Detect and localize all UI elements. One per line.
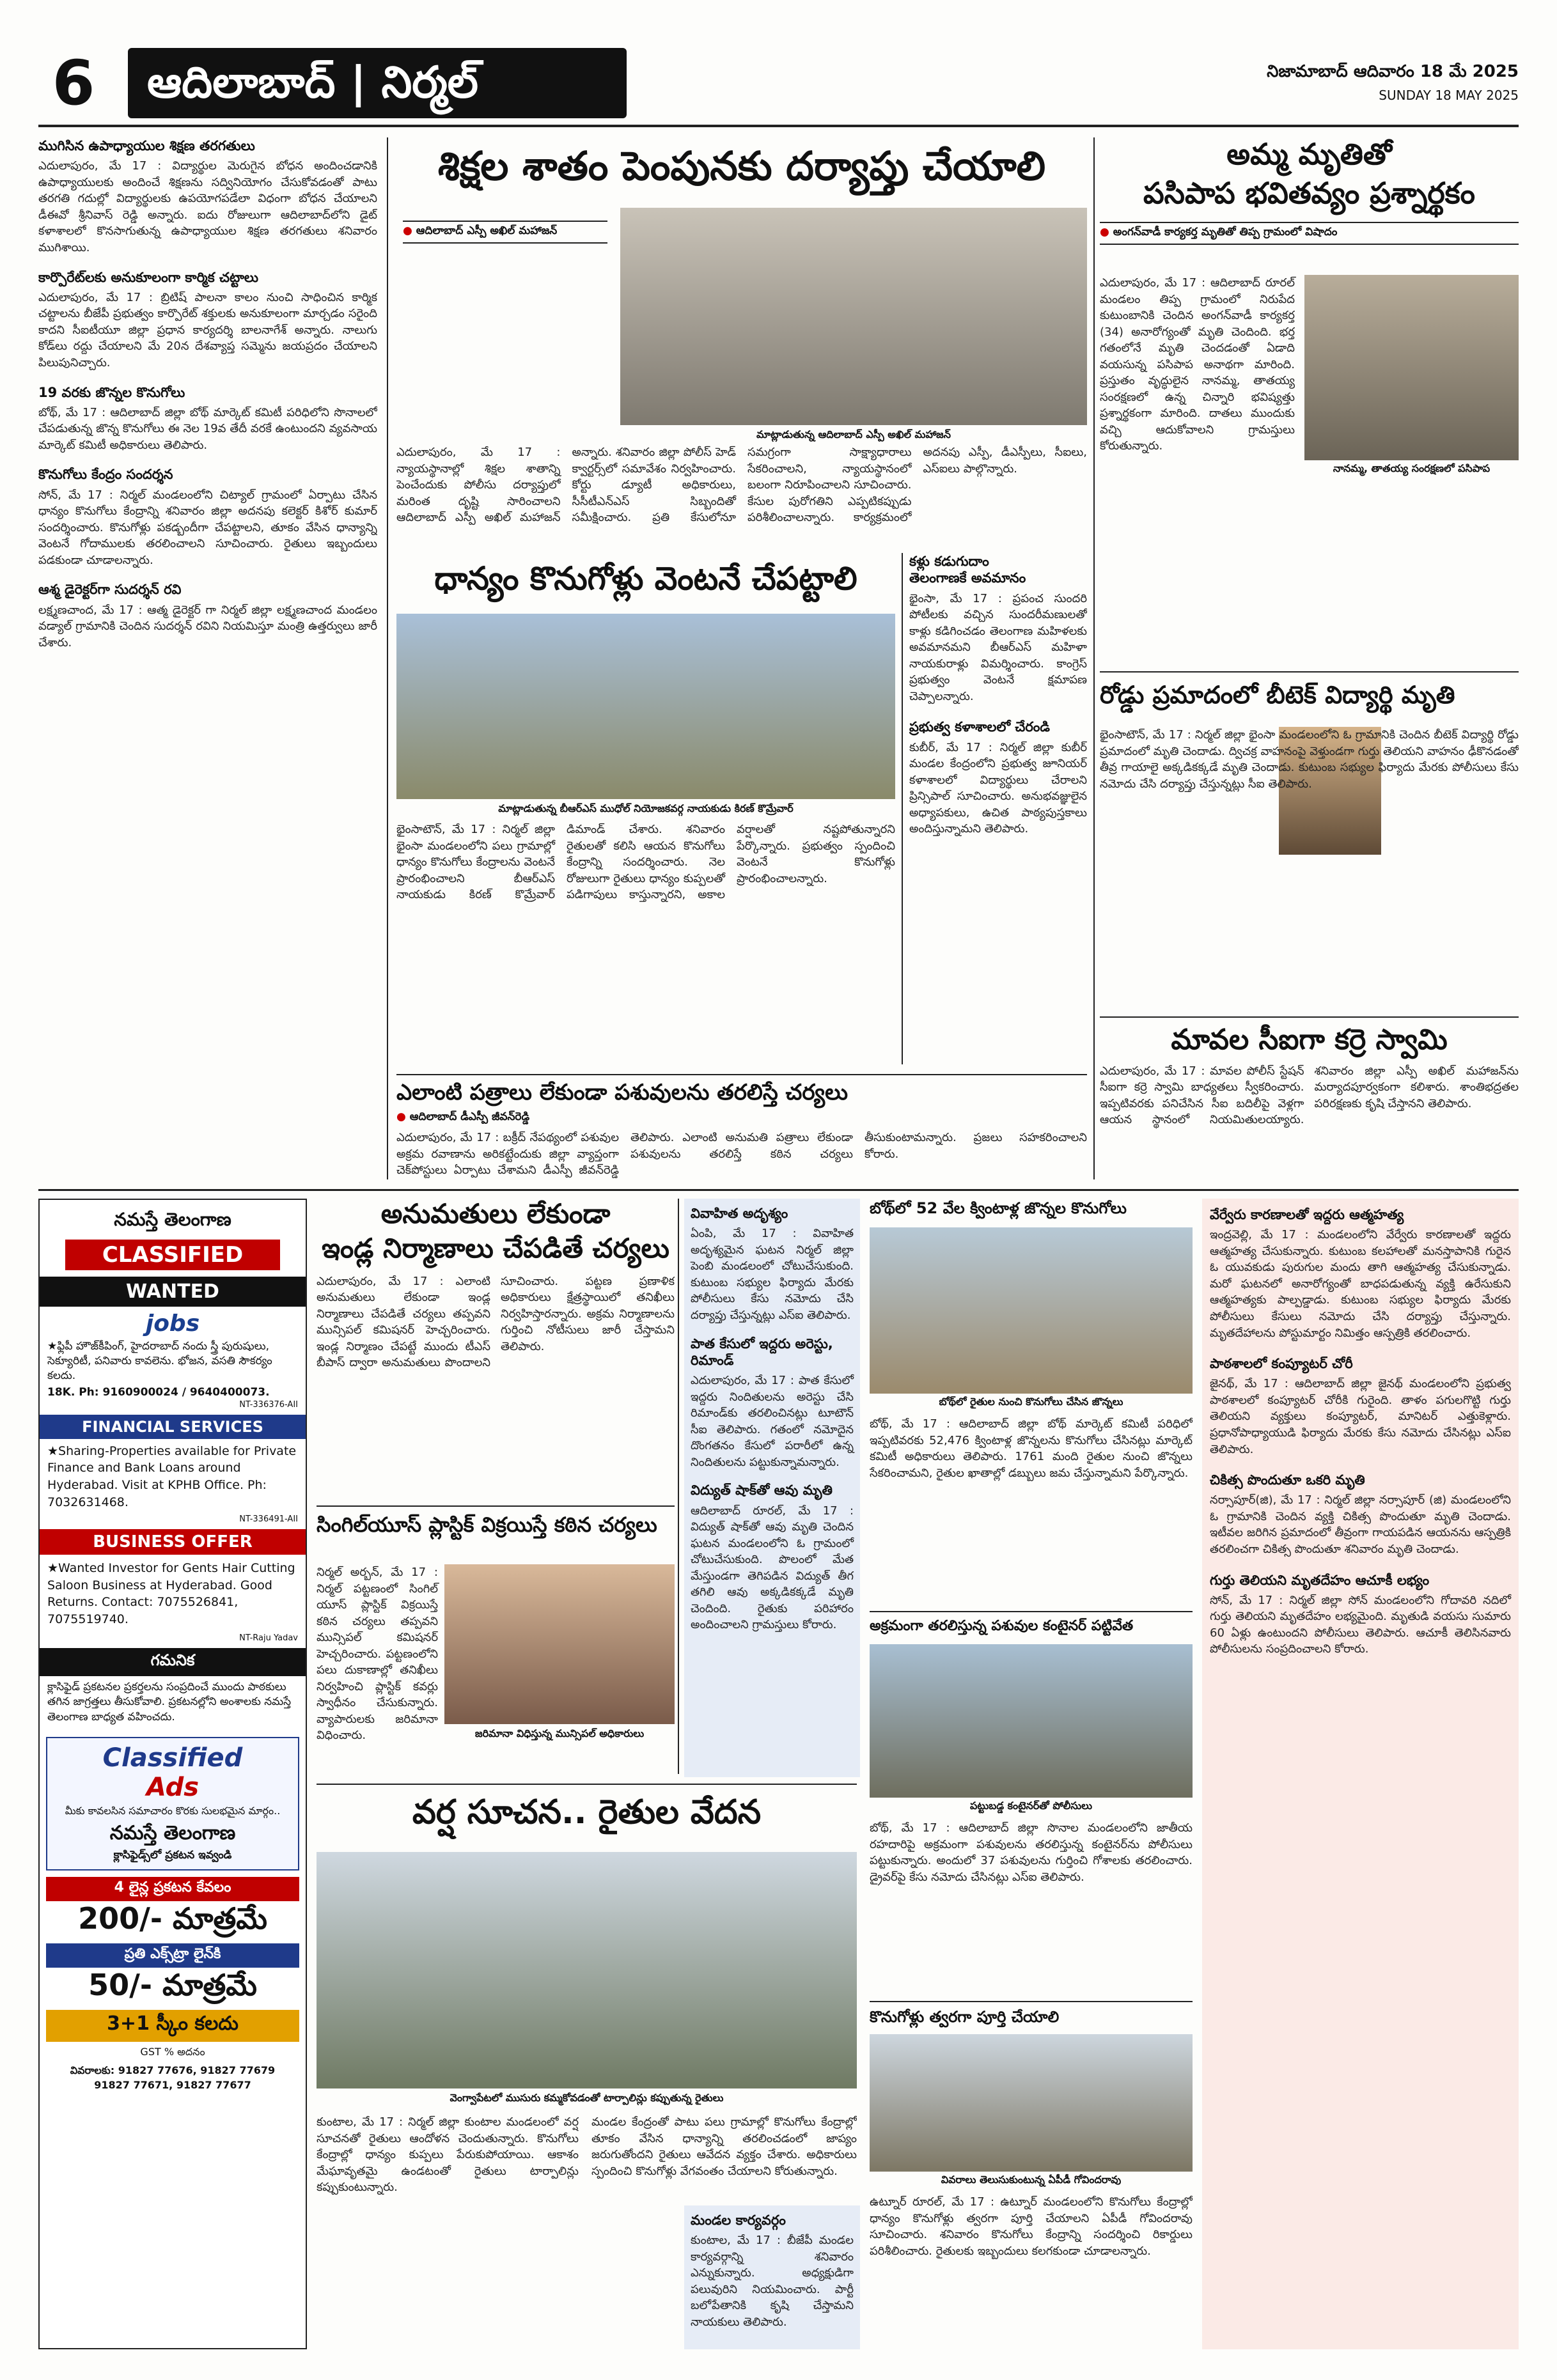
column-rule <box>678 1199 679 1774</box>
brief-head: 19 వరకు జొన్నల కొనుగోలు <box>38 384 185 400</box>
right-lead <box>1100 137 1519 662</box>
bothjonna-headline: బోథ్‌లో 52 వేల క్వింటాళ్ల జొన్నల కొనుగోలు <box>870 1199 1127 1217</box>
kallu-head-1: కళ్లు కడుగుదాం <box>909 554 989 569</box>
vivahita-briefs <box>684 1199 860 1777</box>
offer-2: ప్రతి ఎక్స్‌ట్రా లైన్‌కి <box>46 1943 299 1968</box>
kallu-body-1: భైంసా, మే 17 : ప్రపంచ సుందరి పోటీలకు వచ్చిన సుందరీమణులతో కాళ్లు కడిగించడం తెలంగాణ మహిళలకు అవమానమని బీఆర్ఎస్ మహిళా నాయకురాళ్లు విమర్శించారు. కాంగ్రెస్ ప్రభుత్వం వెంటనే క్షమాపణ చెప్పాలన్నారు. <box>909 591 1087 703</box>
brief-body: బోథ్, మే 17 : ఆదిలాబాద్ జిల్లా బోథ్ మార్కెట్ కమిటీ పరిధిలోని సొనాలలో చేపడుతున్న జొన్న కొనుగోలు ఈ నెల 19వ తేదీ వరకే ఉంటుందని వ్యవసాయ మార్కెట్ కమిటీ అధికారులు తెలిపారు. <box>38 405 377 452</box>
varsham-body-2: మండల కేంద్రంతో పాటు పలు గ్రామాల్లో కొనుగోలు కేంద్రాల్లో తూకం వేసిన ధాన్యాన్ని తరలించడంలో జాప్యం జరుగుతోందని రైతులు ఆవేదన వ్యక్తం చేశారు. అధికారులు స్పందించి కొనుగోళ్లు వేగవంతం చేయాలని కోరుతున్నారు. <box>591 2115 857 2178</box>
notice-text: క్లాసిఫైడ్ ప్రకటనల ప్రకర్తలను సంప్రదించే ముందు పాఠకులు తగిన జాగ్రత్తలు తీసుకోవాలి. ప్రకటనల్లోని అంశాలకు నమస్తే తెలంగాణ బాధ్యత వహించదు. <box>47 1680 292 1724</box>
container-photo-caption: పట్టుబడ్డ కంటైనర్‌తో పోలీసులు <box>870 1800 1193 1814</box>
column-rule <box>387 137 388 1179</box>
anumatulu-body: ఎదులాపురం, మే 17 : ఎలాంటి అనుమతులు లేకుండా ఇండ్ల నిర్మాణాలు చేపడితే చర్యలు తప్పవని మున్సిపల్ కమిషనర్ హెచ్చరించారు. ఇండ్ల నిర్మాణం చేపట్టే ముందు టీఎస్ బీపాస్ ద్వారా అనుమతులు పొందాలని సూచించారు. పట్టణ ప్రణాళిక అధికారులు క్షేత్రస్థాయిలో తనిఖీలు నిర్వహిస్తారన్నారు. అక్రమ నిర్మాణాలను గుర్తించి నోటీసులు జారీ చేస్తామని తెలిపారు. <box>317 1274 675 1370</box>
brief-body: ఎదులాపురం, మే 17 : బ్రిటిష్ పాలనా కాలం నుంచి సాధించిన కార్మిక చట్టాలను బీజేపీ ప్రభుత్వం కార్పొరేట్ శక్తులకు అనుకూలంగా మార్చడం సరైంది కాదని సీఐటీయూ జిల్లా ప్రధాన కార్యదర్శి బాలనాగేశ్ అన్నారు. నాలుగు కోడ్‌లు రద్దు చేయాలని మే 20న దేశవ్యాప్త సమ్మెను జయప్రదం చేయాలని పిలుపునిచ్చారు. <box>38 290 377 369</box>
fin-title: FINANCIAL SERVICES <box>40 1415 306 1439</box>
varsham-headline: వర్ష సూచన.. రైతుల వేదన <box>412 1793 762 1832</box>
dhanyam-photo <box>396 614 895 799</box>
ads-brand: నమస్తే తెలంగాణ <box>109 1821 236 1844</box>
brief-head: వివాహిత అదృశ్యం <box>691 1206 788 1221</box>
wanted-title: WANTED <box>40 1277 306 1307</box>
biz-text: ★Wanted Investor for Gents Hair Cutting Saloon Business at Hyderabad. Good Returns. Contact: 7075526841, 7075519740. <box>47 1561 295 1626</box>
kallu-head-3: ప్రభుత్వ కళాశాలలో చేరండి <box>909 719 1050 735</box>
lead-story <box>396 137 1087 543</box>
brief-head: విద్యుత్ షాక్‌తో ఆవు మృతి <box>691 1482 833 1498</box>
mavala-story <box>1100 1016 1519 1186</box>
contact-2: 91827 77671, 91827 77677 <box>94 2078 251 2091</box>
brief-body: జైనథ్, మే 17 : ఆదిలాబాద్ జిల్లా జైనథ్ మండలంలోని ప్రభుత్వ పాఠశాలలో కంప్యూటర్ చోరీకి గురైంది. తాళం పగులగొట్టి గుర్తు తెలియని వ్యక్తులు కంప్యూటర్, మానిటర్ ఎత్తుకెళ్లారు. ప్రధానోపాధ్యాయుడి ఫిర్యాదు మేరకు కేసు నమోదు చేసినట్లు ఎస్ఐ తెలిపారు. <box>1210 1377 1511 1456</box>
pashu-headline: ఎలాంటి పత్రాలు లేకుండా పశువులను తరలిస్తే చర్యలు <box>396 1080 848 1105</box>
container-photo <box>870 1644 1193 1798</box>
ads-title-2: Ads <box>146 1772 200 1802</box>
jobs-phone: 18K. Ph: 9160900024 / 9640400073. <box>47 1385 270 1399</box>
section-title: ఆదిలాబాద్ | నిర్మల్ <box>128 48 627 118</box>
lead-tag: ● ఆదిలాబాద్ ఎస్పీ అఖిల్ మహాజన్ <box>403 221 607 244</box>
date-english: SUNDAY 18 MAY 2025 <box>1379 88 1519 103</box>
varsham-photo-caption: వెంగ్వాపేటలో ముసురు కమ్మకోవడంతో టార్పాలిన్లు కప్పుతున్న రైతులు <box>317 2092 857 2106</box>
brief-head: పాత కేసులో ఇద్దరు అరెస్టు, రిమాండ్ <box>691 1335 833 1368</box>
bothjonna-photo-caption: బోథ్‌లో రైతుల నుంచి కొనుగోలు చేసిన జొన్నలు <box>870 1396 1193 1410</box>
left-briefs <box>38 137 377 1173</box>
bothjonna-story <box>870 1199 1193 1608</box>
ads-sub: క్లాసిఫైడ్స్‌లో ప్రకటన ఇవ్వండి <box>113 1848 232 1862</box>
right-lead-photo <box>1304 275 1519 460</box>
ads-box <box>46 1737 299 1871</box>
ads-tagline: మీకు కావలసిన సమాచారం కొరకు సులభమైన మార్గం.. <box>65 1804 281 1817</box>
varsham-photo <box>317 1852 857 2088</box>
kallu-briefs <box>902 553 1087 1064</box>
pashu-body: ఎదులాపురం, మే 17 : బక్రీద్ నేపథ్యంలో పశువుల అక్రమ రవాణాను అరికట్టేందుకు జిల్లా వ్యాప్తంగా చెక్‌పోస్టులు ఏర్పాటు చేశామని డీఎస్పీ జీవన్‌రెడ్డి తెలిపారు. ఎలాంటి అనుమతి పత్రాలు లేకుండా పశువులను తరలిస్తే కఠిన చర్యలు తీసుకుంటామన్నారు. ప్రజలు సహకరించాలని కోరారు. <box>396 1131 1087 1178</box>
plastic-photo <box>444 1564 675 1724</box>
brief-head: చికిత్స పొందుతూ ఒకరి మృతి <box>1210 1472 1365 1488</box>
jobs-ref: NT-336376-AII <box>239 1399 298 1410</box>
ads-title-1: Classified <box>102 1743 243 1773</box>
lead-body: ఎదులాపురం, మే 17 : న్యాయస్థానాల్లో శిక్షల శాతాన్ని పెంచేందుకు పోలీసు దర్యాప్తులో మరింత దృష్టి సారించాలని ఆదిలాబాద్ ఎస్పీ అఖిల్ మహాజన్ అన్నారు. శనివారం జిల్లా పోలీస్ హెడ్ క్వార్టర్స్‌లో సమావేశం నిర్వహించారు. కోర్టు డ్యూటీ అధికారులు, సీసీటీఎన్ఎస్ సిబ్బందితో సమీక్షించారు. ప్రతి కేసులోనూ సమగ్రంగా సాక్ష్యాధారాలు సేకరించాలని, న్యాయస్థానంలో బలంగా నిరూపించాలని సూచించారు. కేసుల పురోగతిని ఎప్పటికప్పుడు పరిశీలించాలన్నారు. కార్యక్రమంలో అదనపు ఎస్పీ, డీఎస్పీలు, సీఐలు, ఎస్ఐలు పాల్గొన్నారు. <box>396 446 1087 525</box>
kallu-head-2: తెలంగాణకే అవమానం <box>909 570 1026 586</box>
right-lead-body: ఎదులాపురం, మే 17 : ఆదిలాబాద్ రూరల్ మండలం తిప్ప గ్రామంలో నిరుపేద కుటుంబానికి చెందిన అంగన్‌వాడీ కార్యకర్త (34) అనారోగ్యంతో మృతి చెందింది. భర్త గతంలోనే మృతి చెందడంతో ఏడాది వయసున్న పసిపాప అనాథగా మారింది. ప్రస్తుతం వృద్ధులైన నానమ్మ, తాతయ్య సంరక్షణలో ఉన్న చిన్నారి భవిష్యత్తు ప్రశ్నార్థకంగా మారింది. దాతలు ముందుకు వచ్చి ఆదుకోవాలని గ్రామస్తులు కోరుతున్నారు. <box>1100 276 1295 453</box>
jobs-logo: jobs <box>145 1311 200 1337</box>
brief-body: ఎదులాపురం, మే 17 : పాత కేసులో ఇద్దరు నిందితులను అరెస్టు చేసి రిమాండ్‌కు తరలించినట్లు టూటౌన్ సీఐ తెలిపారు. గతంలో నమోదైన దొంగతనం కేసులో పరారీలో ఉన్న నిందితులను పట్టుకున్నామన్నారు. <box>691 1374 854 1469</box>
plastic-headline: సింగిల్‌యూస్ ప్లాస్టిక్ విక్రయిస్తే కఠిన చర్యలు <box>317 1513 657 1537</box>
pashu-story <box>396 1074 1087 1186</box>
brief-body: ఏంపి, మే 17 : వివాహిత అదృశ్యమైన ఘటన నిర్మల్ జిల్లా పెంబి మండలంలో చోటుచేసుకుంది. కుటుంబ సభ్యుల ఫిర్యాదు మేరకు పోలీసులు కేసు నమోదు చేసి దర్యాప్తు చేస్తున్నట్లు ఎస్ఐ తెలిపారు. <box>691 1227 854 1322</box>
dhanyam-headline: ధాన్యం కొనుగోళ్లు వెంటనే చేపట్టాలి <box>434 560 857 597</box>
konugolu-headline: కొనుగోళ్లు త్వరగా పూర్తి చేయాలి <box>870 2008 1060 2026</box>
brief-head: వేర్వేరు కారణాలతో ఇద్దరు ఆత్మహత్య <box>1210 1207 1404 1222</box>
brief-head: పాఠశాలలో కంప్యూటర్ చోరీ <box>1210 1356 1353 1372</box>
konugolu-photo <box>870 2034 1193 2172</box>
mandala-brief <box>684 2205 860 2349</box>
brief-body: సోన్, మే 17 : నిర్మల్ మండలంలోని చిట్యాల్ గ్రామంలో ఏర్పాటు చేసిన ధాన్యం కొనుగోలు కేంద్రాన్ని శనివారం జిల్లా అదనపు కలెక్టర్ కిశోర్ కుమార్ సందర్శించారు. కొనుగోళ్లు పకడ్బందీగా చేపట్టాలని, తూకం వేసిన ధాన్యాన్ని వెంటనే గోదాములకు తరలించాలని సూచించారు. రైతులు ఇబ్బందులు పడకుండా చూడాలన్నారు. <box>38 488 377 567</box>
biz-ref: NT-Raju Yadav <box>239 1633 298 1643</box>
biz-title: BUSINESS OFFER <box>40 1529 306 1555</box>
offer-3: 3+1 స్కీం కలదు <box>46 2010 299 2042</box>
gst-note: GST % అదనం <box>140 2045 205 2058</box>
lead-photo <box>620 208 1087 425</box>
lead-body-left <box>403 249 611 435</box>
beetech-story <box>1100 671 1519 1010</box>
mavala-body: ఎదులాపురం, మే 17 : మావల పోలీస్ స్టేషన్ సీఐగా కర్రె స్వామి బాధ్యతలు స్వీకరించారు. ఇప్పటివరకు పనిచేసిన సీఐ బదిలీపై వెళ్లగా ఆయన స్థానంలో నియమితులయ్యారు. శనివారం జిల్లా ఎస్పీ అఖిల్ మహాజన్‌ను మర్యాదపూర్వకంగా కలిశారు. శాంతిభద్రతల పరిరక్షణకు కృషి చేస్తానని తెలిపారు. <box>1100 1064 1519 1127</box>
brief-head: కొనుగోలు కేంద్రం సందర్శన <box>38 467 173 483</box>
brief-body: నర్సాపూర్(జి), మే 17 : నిర్మల్ జిల్లా నర్సాపూర్ (జి) మండలంలోని ఓ గ్రామానికి చెందిన వ్యక్తి చికిత్స పొందుతూ మృతి చెందాడు. ఇటీవల జరిగిన ప్రమాదంలో తీవ్రంగా గాయపడిన ఆయనను ఆస్పత్రికి తరలించగా చికిత్స పొందుతూ శనివారం మృతి చెందాడు. <box>1210 1493 1511 1556</box>
plastic-body: నిర్మల్ అర్బన్, మే 17 : నిర్మల్ పట్టణంలో సింగిల్ యూస్ ప్లాస్టిక్ విక్రయిస్తే కఠిన చర్యలు తప్పవని మున్సిపల్ కమిషనర్ హెచ్చరించారు. పట్టణంలోని పలు దుకాణాల్లో తనిఖీలు నిర్వహించి ప్లాస్టిక్ కవర్లు స్వాధీనం చేసుకున్నారు. వ్యాపారులకు జరిమానా విధించారు. <box>317 1566 438 1743</box>
lead-headline: శిక్షల శాతం పెంపునకు దర్యాప్తు చేయాలి <box>437 143 1046 189</box>
page-number: 6 <box>52 48 95 118</box>
brief-head: ముగిసిన ఉపాధ్యాయుల శిక్షణ తరగతులు <box>38 138 255 153</box>
offer-1: 4 లైన్ల ప్రకటన కేవలం <box>46 1877 299 1901</box>
right-lead-tag: ● అంగన్‌వాడీ కార్యకర్త మృతితో తిప్ప గ్రామంలో విషాదం <box>1100 222 1519 245</box>
right-lead-photo-caption: నానమ్మ, తాతయ్య సంరక్షణలో పసిపాప <box>1304 462 1519 477</box>
beetech-body: భైంసాటౌన్, మే 17 : నిర్మల్ జిల్లా భైంసా మండలంలోని ఓ గ్రామానికి చెందిన బీటెక్ విద్యార్థి రోడ్డు ప్రమాదంలో మృతి చెందాడు. ద్విచక్ర వాహనంపై వెళ్తుండగా గుర్తు తెలియని వాహనం ఢీకొనడంతో తీవ్ర గాయాలై అక్కడికక్కడే మృతి చెందాడు. కుటుంబ సభ్యుల ఫిర్యాదు మేరకు పోలీసులు కేసు నమోదు చేసి దర్యాప్తు చేస్తున్నట్లు సీఐ తెలిపారు. <box>1100 728 1519 791</box>
right-lead-headline-1: అమ్మ మృతితో <box>1226 137 1392 171</box>
classified-brand: నమస్తే తెలంగాణ <box>114 1209 231 1230</box>
container-body: బోథ్, మే 17 : ఆదిలాబాద్ జిల్లా సొనాల మండలంలోని జాతీయ రహదారిపై అక్రమంగా పశువులను తరలిస్తున్న కంటైనర్‌ను పోలీసులు పట్టుకున్నారు. అందులో 37 పశువులను గుర్తించి గోశాలకు తరలించారు. డ్రైవర్‌పై కేసు నమోదు చేసినట్లు ఎస్ఐ తెలిపారు. <box>870 1821 1193 1884</box>
brief-head: ఆశ్మ డైరెక్టర్‌గా సుదర్శన్ రవి <box>38 582 182 598</box>
anumatulu-story <box>317 1199 675 1499</box>
plastic-photo-caption: జరిమానా విధిస్తున్న మున్సిపల్ అధికారులు <box>444 1727 675 1742</box>
konugolu-story <box>870 2001 1193 2349</box>
container-headline: అక్రమంగా తరలిస్తున్న పశువుల కంటైనర్ పట్టివేత <box>870 1618 1134 1634</box>
masthead-rule <box>38 125 1519 127</box>
right-lead-headline-2: పసిపాప భవితవ్యం ప్రశ్నార్థకం <box>1143 175 1476 210</box>
jobs-text: ★ఫ్లిపీ హౌజ్‌కీపింగ్, హైదరాబాద్ నందు స్త్రీ పురుషులు, సెక్యూరిటీ, పనివారు కావలెను. భోజన, వసతి సౌకర్యం కలదు. <box>47 1340 272 1382</box>
brief-head: మండల కార్యవర్గం <box>691 2213 786 2228</box>
brief-body: ఆదిలాబాద్ రూరల్, మే 17 : విద్యుత్ షాక్‌తో ఆవు మృతి చెందిన ఘటన మండలంలోని ఓ గ్రామంలో చోటుచేసుకుంది. పొలంలో మేత మేస్తుండగా తెగిపడిన విద్యుత్ తీగ తగిలి ఆవు అక్కడికక్కడే మృతి చెందింది. రైతుకు పరిహారం అందించాలని గ్రామస్తులు కోరారు. <box>691 1504 854 1632</box>
kallu-body-2: కుబీర్, మే 17 : నిర్మల్ జిల్లా కుబీర్ మండల కేంద్రంలోని ప్రభుత్వ జూనియర్ కళాశాలలో విద్యార్థులు చేరాలని ప్రిన్సిపాల్ సూచించారు. అనుభవజ్ఞులైన అధ్యాపకులు, ఉచిత పాఠ్యపుస్తకాలు అందిస్తున్నామని తెలిపారు. <box>909 740 1087 836</box>
contact-1: వివరాలకు: 91827 77676, 91827 77679 <box>70 2064 276 2076</box>
anumatulu-headline-2: ఇండ్ల నిర్మాణాలు చేపడితే చర్యలు <box>322 1233 669 1264</box>
notice-title: గమనిక <box>40 1648 306 1676</box>
pashu-tag: ● ఆదిలాబాద్ డీఎస్పీ జీవన్‌రెడ్డి <box>396 1110 1087 1126</box>
brief-body: కుంటాల, మే 17 : బీజేపీ మండల కార్యవర్గాన్ని శనివారం ఎన్నుకున్నారు. అధ్యక్షుడిగా పలువురిని నియమించారు. పార్టీ బలోపేతానికి కృషి చేస్తామని నాయకులు తెలిపారు. <box>691 2234 854 2329</box>
beetech-headline: రోడ్డు ప్రమాదంలో బీటెక్ విద్యార్థి మృతి <box>1100 681 1455 709</box>
price-1: 200/- మాత్రమే <box>78 1901 267 1936</box>
dhanyam-story <box>396 553 895 1064</box>
konugolu-body: ఉట్నూర్ రూరల్, మే 17 : ఉట్నూర్ మండలంలోని కొనుగోలు కేంద్రాల్లో ధాన్యం కొనుగోళ్లు త్వరగా పూర్తి చేయాలని ఏపీడీ గోవిందరావు సూచించారు. శనివారం కొనుగోలు కేంద్రాన్ని సందర్శించి రికార్డులు పరిశీలించారు. రైతులకు ఇబ్బందులు కలగకుండా చూడాలన్నారు. <box>870 2195 1193 2258</box>
column-rule <box>1093 137 1095 1179</box>
section-rule <box>38 1189 1519 1191</box>
date-telugu: నిజామాబాద్ ఆదివారం 18 మే 2025 <box>1267 62 1519 81</box>
price-2: 50/- మాత్రమే <box>88 1967 257 2002</box>
brief-body: సోన్, మే 17 : నిర్మల్ జిల్లా సోన్ మండలంలోని గోదావరి నదిలో గుర్తు తెలియని మృతదేహం లభ్యమైంది. మృతుడి వయసు సుమారు 60 ఏళ్లు ఉంటుందని పోలీసులు తెలిపారు. ఆచూకీ తెలిసినవారు పోలీసులను సంప్రదించాలని కోరారు. <box>1210 1593 1511 1656</box>
plastic-story <box>317 1505 675 1774</box>
brief-body: ఎదులాపురం, మే 17 : విద్యార్థుల మెరుగైన బోధన అందించడానికి ఉపాధ్యాయులకు అందించే శిక్షణను సద్వినియోగం చేసుకోవడంతో పాటు తరగతి గదుల్లో విద్యార్థులకు ఉపయోగపడేలా విధంగా బోధన చేయాలని డీఈవో శ్రీనివాస్ రెడ్డి అన్నారు. ఐదు రోజులుగా ఆదిలాబాద్‌లోని డైట్ కళాశాలలో కొనసాగుతున్న ఉపాధ్యాయుల శిక్షణ తరగతులు శనివారం ముగిశాయి. <box>38 159 377 254</box>
lead-photo-caption: మాట్లాడుతున్న ఆదిలాబాద్ ఎస్పీ అఖిల్ మహాజన్ <box>620 428 1087 443</box>
bothjonna-photo <box>870 1227 1193 1394</box>
classified-panel <box>38 1199 307 2349</box>
classified-banner: CLASSIFIED <box>65 1240 280 1270</box>
masthead <box>38 48 1519 118</box>
konugolu-photo-caption: వివరాలు తెలుసుకుంటున్న ఏపీడీ గోవిందరావు <box>870 2174 1193 2188</box>
mavala-headline: మావల సీఐగా కర్రె స్వామి <box>1171 1023 1448 1056</box>
fin-ref: NT-336491-AII <box>239 1514 298 1525</box>
brief-body: ఇంద్రవెల్లి, మే 17 : మండలంలోని వేర్వేరు కారణాలతో ఇద్దరు ఆత్మహత్య చేసుకున్నారు. కుటుంబ కలహాలతో మనస్తాపానికి గురైన ఓ యువకుడు పురుగుల మందు తాగి ఆత్మహత్య చేసుకున్నాడు. మరో ఘటనలో అనారోగ్యంతో బాధపడుతున్న వ్యక్తి ఉరేసుకుని ఆత్మహత్యకు పాల్పడ్డాడు. కుటుంబ సభ్యుల ఫిర్యాదు మేరకు పోలీసులు కేసులు నమోదు చేసి దర్యాప్తు చేస్తున్నారు. మృతదేహాలను పోస్టుమార్టం నిమిత్తం ఆస్పత్రికి తరలించారు. <box>1210 1228 1511 1340</box>
varsham-body-1: కుంటాల, మే 17 : నిర్మల్ జిల్లా కుంటాల మండలంలో వర్ష సూచనతో రైతులు ఆందోళన చెందుతున్నారు. కొనుగోలు కేంద్రాల్లో ధాన్యం కుప్పలు పేరుకుపోయాయి. ఆకాశం మేఘావృతమై ఉండటంతో రైతులు టార్పాలిన్లు కప్పుకుంటున్నారు. <box>317 2115 579 2195</box>
dhanyam-body: భైంసాటౌన్, మే 17 : నిర్మల్ జిల్లా భైంసా మండలంలోని పలు గ్రామాల్లో ధాన్యం కొనుగోలు కేంద్రాలను వెంటనే ప్రారంభించాలని బీఆర్ఎస్ నాయకుడు కిరణ్ కొమ్రేవార్ డిమాండ్ చేశారు. శనివారం రైతులతో కలిసి ఆయన కొనుగోలు కేంద్రాన్ని సందర్శించారు. నెల రోజులుగా రైతులు ధాన్యం కుప్పలతో పడిగాపులు కాస్తున్నారని, అకాల వర్షాలతో నష్టపోతున్నారని పేర్కొన్నారు. ప్రభుత్వం స్పందించి వెంటనే కొనుగోళ్లు ప్రారంభించాలన్నారు. <box>396 823 895 902</box>
dhanyam-photo-caption: మాట్లాడుతున్న బీఆర్ఎస్ ముధోల్ నియోజకవర్గ నాయకుడు కిరణ్ కొమ్రేవార్ <box>396 802 895 817</box>
anumatulu-headline-1: అనుమతులు లేకుండా <box>380 1199 611 1229</box>
brief-body: లక్ష్మణచాంద, మే 17 : ఆత్మ డైరెక్టర్ గా నిర్మల్ జిల్లా లక్ష్మణచాంద మండలం వడ్యాల్ గ్రామానికి చెందిన సుదర్శన్ రవిని నియమిస్తూ మంత్రి ఉత్తర్వులు జారీ చేశారు. <box>38 603 377 649</box>
container-story <box>870 1611 1193 1995</box>
brief-head: కార్పొరేట్‌లకు అనుకూలంగా కార్మిక చట్టాలు <box>38 269 259 285</box>
right-briefs <box>1202 1199 1519 2349</box>
brief-head: గుర్తు తెలియని మృతదేహం ఆచూకీ లభ్యం <box>1210 1572 1430 1588</box>
bothjonna-body: బోథ్, మే 17 : ఆదిలాబాద్ జిల్లా బోథ్ మార్కెట్ కమిటీ పరిధిలో ఇప్పటివరకు 52,476 క్వింటాళ్ల జొన్నలను కొనుగోలు చేసినట్లు మార్కెట్ కమిటీ అధికారులు తెలిపారు. 1761 మంది రైతుల నుంచి జొన్నలు సేకరించామని, రైతుల ఖాతాల్లో డబ్బులు జమ చేస్తున్నామని పేర్కొన్నారు. <box>870 1417 1193 1480</box>
fin-text: ★Sharing-Properties available for Private Finance and Bank Loans around Hyderabad. Visit at KPHB Office. Ph: 7032631468. <box>47 1443 297 1509</box>
